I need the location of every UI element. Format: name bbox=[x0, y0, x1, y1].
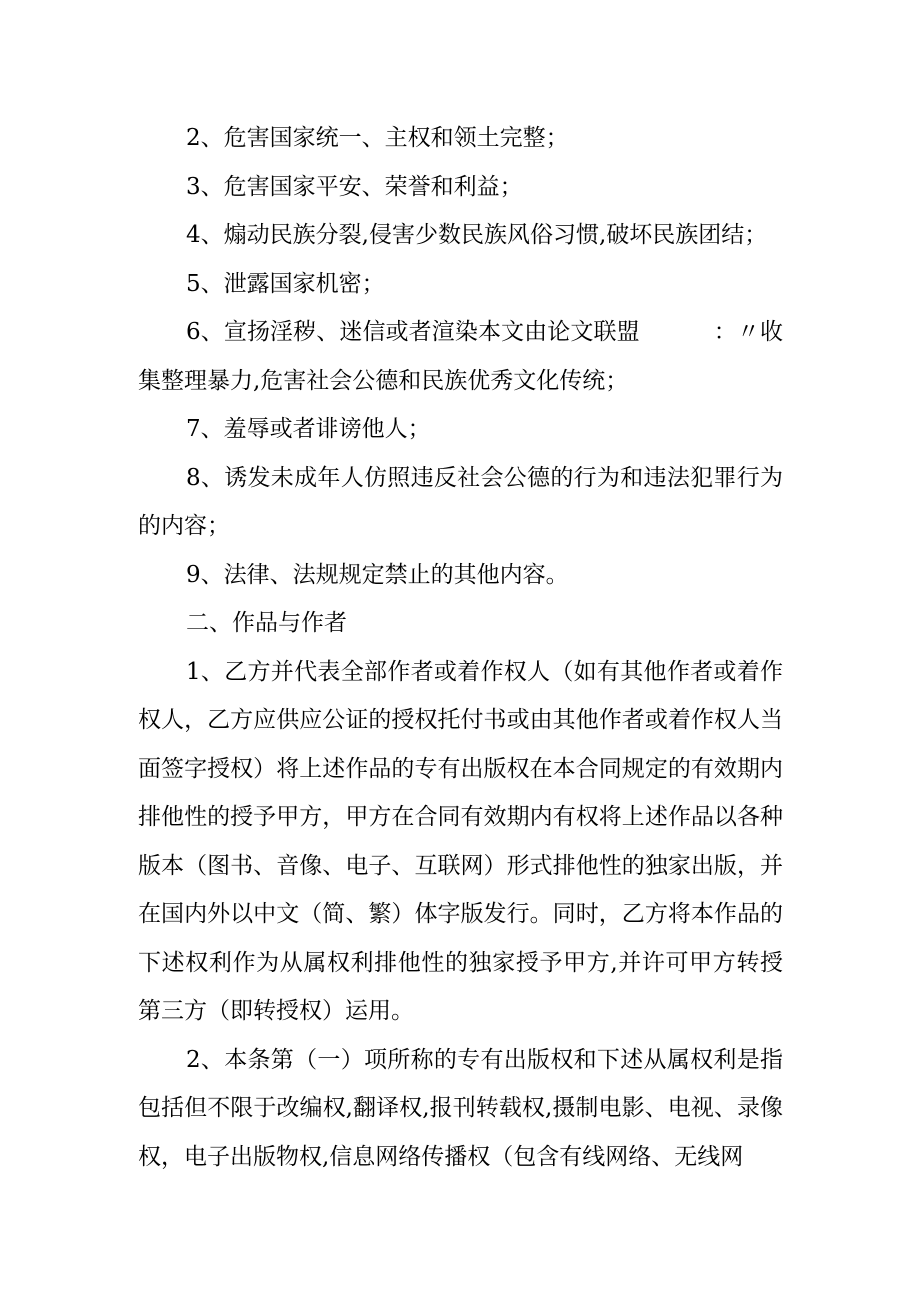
article-2-subsidiary-rights: 2、本条第（一）项所称的专有出版权和下述从属权利是指包括但不限于改编权,翻译权,报刊转载权,摄制电影、电视、录像权，电子出版物权,信息网络传播权（包含有线网络、无线网 bbox=[138, 1046, 783, 1170]
section-heading-works-and-authors: 二、作品与作者 bbox=[186, 610, 347, 636]
clause-7-defamation: 7、羞辱或者诽谤他人； bbox=[186, 416, 431, 442]
clause-8-minors: 8、诱发未成年人仿照违反社会公德的行为和违法犯罪行为的内容； bbox=[138, 464, 783, 539]
clause-3-national-security: 3、危害国家平安、荣誉和利益； bbox=[186, 173, 523, 200]
article-1-exclusive-rights-grant: 1、乙方并代表全部作者或着作权人（如有其他作者或着作权人，乙方应供应公证的授权托付书或由其他作者或着作权人当面签字授权）将上述作品的专有出版权在本合同规定的有效期内排他性的授予甲方，甲方在合同有效期内有权将上述作品以各种版本（图书、音像、电子、互联网）形式排他性的独家出版，并在国内外以中文（简、繁）体字版发行。同时，乙方将本作品的下述权利作为从属权利排他性的独家授予甲方,并许可甲方转授第三方（即转授权）运用。 bbox=[138, 658, 783, 1024]
clause-4-ethnic-unity: 4、煽动民族分裂,侵害少数民族风俗习惯,破坏民族团结； bbox=[186, 222, 768, 248]
clause-5-state-secrets: 5、泄露国家机密； bbox=[186, 270, 385, 297]
document-body bbox=[138, 114, 783, 1181]
clause-9-other-prohibited: 9、法律、法规规定禁止的其他内容。 bbox=[186, 561, 569, 588]
clause-6-obscenity-violence: 6、宣扬淫秽、迷信或者渲染本文由论文联盟 ：〃收集整理暴力,危害社会公德和民族优秀文化传统； bbox=[138, 319, 783, 394]
clause-2-national-unity: 2、危害国家统一、主权和领土完整； bbox=[186, 125, 569, 151]
